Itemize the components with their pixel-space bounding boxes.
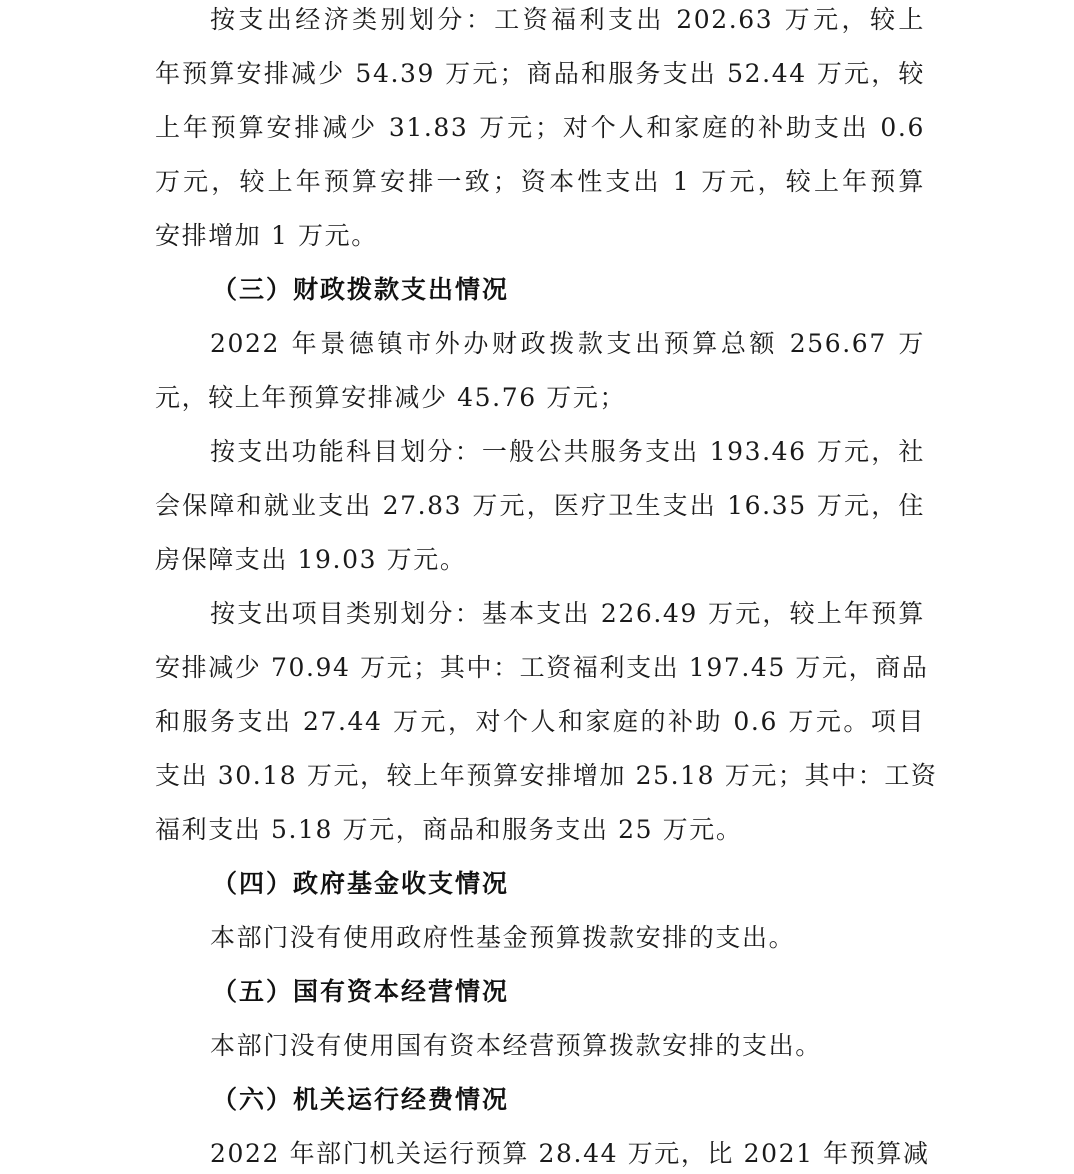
paragraph-line: 2022 年部门机关运行预算 28.44 万元，比 2021 年预算减 [210,1139,930,1168]
paragraph-line: 上年预算安排减少 31.83 万元；对个人和家庭的补助支出 0.6 [155,113,925,142]
paragraph-line: 安排增加 1 万元。 [155,221,378,250]
paragraph-line: 会保障和就业支出 27.83 万元，医疗卫生支出 16.35 万元，住 [155,491,925,520]
paragraph-line: 和服务支出 27.44 万元，对个人和家庭的补助 0.6 万元。项目 [155,707,925,736]
paragraph-line: 按支出经济类别划分：工资福利支出 202.63 万元，较上 [210,5,925,34]
paragraph-line: 安排减少 70.94 万元；其中：工资福利支出 197.45 万元，商品 [155,653,929,682]
paragraph-line: 按支出功能科目划分：一般公共服务支出 193.46 万元，社 [210,437,925,466]
paragraph-line: 房保障支出 19.03 万元。 [155,545,467,574]
section-heading: （四）政府基金收支情况 [212,869,510,898]
section-heading: （五）国有资本经营情况 [212,977,510,1006]
paragraph-line: 元，较上年预算安排减少 45.76 万元； [155,383,627,412]
paragraph-line: 本部门没有使用国有资本经营预算拨款安排的支出。 [210,1031,822,1060]
section-heading: （六）机关运行经费情况 [212,1085,510,1114]
paragraph-line: 2022 年景德镇市外办财政拨款支出预算总额 256.67 万 [210,329,925,358]
paragraph-line: 本部门没有使用政府性基金预算拨款安排的支出。 [210,923,796,952]
paragraph-line: 支出 30.18 万元，较上年预算安排增加 25.18 万元；其中：工资 [155,761,938,790]
paragraph-line: 按支出项目类别划分：基本支出 226.49 万元，较上年预算 [210,599,925,628]
paragraph-line: 万元，较上年预算安排一致；资本性支出 1 万元，较上年预算 [155,167,925,196]
section-heading: （三）财政拨款支出情况 [212,275,510,304]
paragraph-line: 年预算安排减少 54.39 万元；商品和服务支出 52.44 万元，较 [155,59,925,88]
paragraph-line: 福利支出 5.18 万元，商品和服务支出 25 万元。 [155,815,743,844]
